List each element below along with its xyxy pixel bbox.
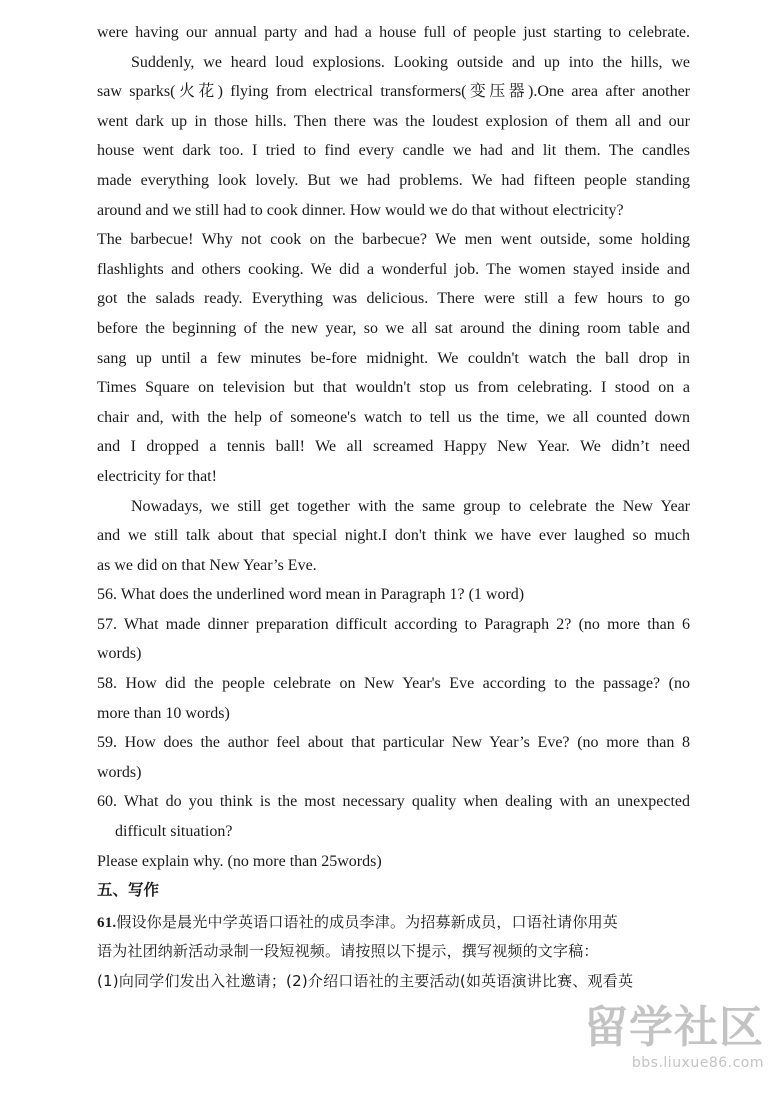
- passage-line: flashlights and others cooking. We did a wonderful job. The women stayed inside and: [97, 260, 690, 278]
- passage-line: electricity for that!: [97, 467, 217, 485]
- passage-line: The barbecue! Why not cook on the barbecue? We men went outside, some holding: [97, 231, 690, 249]
- question-57-continued: words): [97, 645, 142, 663]
- question-57: 57. What made dinner preparation difficult according to Paragraph 2? (no more than 6: [97, 615, 690, 633]
- passage-line: went dark up in those hills. Then there was the loudest explosion of them all and our: [97, 112, 690, 130]
- passage-line: before the beginning of the new year, so we all sat around the dining room table and: [97, 319, 690, 337]
- question-60: 60. What do you think is the most necessary quality when dealing with an unexpected: [97, 793, 690, 811]
- question-59: 59. How does the author feel about that particular New Year’s Eve? (no more than 8: [97, 734, 690, 752]
- passage-line: made everything look lovely. But we had problems. We had fifteen people standing: [97, 171, 690, 189]
- passage-line: saw sparks(火花) flying from electrical transformers(变压器).One area after another: [97, 83, 690, 101]
- passage-line: Times Square on television but that wouldn't stop us from celebrating. I stood on a: [97, 379, 690, 397]
- writing-prompt-line: [97, 908, 690, 938]
- question-60-instruction: Please explain why. (no more than 25words): [97, 852, 382, 870]
- writing-question-number: 61.: [97, 914, 117, 931]
- writing-prompt-line: 语为社团纳新活动录制一段短视频。请按照以下提示，撰写视频的文字稿：: [97, 942, 599, 961]
- question-58-continued: more than 10 words): [97, 704, 230, 722]
- passage-line: and I dropped a tennis ball! We all screamed Happy New Year. We didn’t need: [97, 438, 690, 456]
- watermark-url: bbs.liuxue86.com: [631, 1055, 764, 1071]
- question-58: 58. How did the people celebrate on New Year's Eve according to the passage? (no: [97, 675, 690, 693]
- passage-line: sang up until a few minutes be-fore midnight. We couldn't watch the ball drop in: [97, 349, 690, 367]
- passage-line: house went dark too. I tried to find every candle we had and lit them. The candles: [97, 142, 690, 160]
- passage-line: and we still talk about that special night.I don't think we have ever laughed so much: [97, 527, 690, 545]
- exam-page: [97, 18, 690, 997]
- passage-line: as we did on that New Year’s Eve.: [97, 556, 317, 574]
- writing-prompt-text: 假设你是晨光中学英语口语社的成员李津。为招募新成员，口语社请你用英: [116, 912, 618, 931]
- site-watermark: [564, 1002, 764, 1080]
- passage-line: were having our annual party and had a house full of people just starting to celebrate.: [97, 24, 690, 41]
- passage-line: chair and, with the help of someone's watch to tell us the time, we all counted down: [97, 408, 690, 426]
- watermark-logo: 留学社区: [584, 1002, 764, 1053]
- writing-prompt-line: (1)向同学们发出入社邀请；(2)介绍口语社的主要活动(如英语演讲比赛、观看英: [97, 972, 634, 990]
- question-59-continued: words): [97, 763, 142, 781]
- passage-line: around and we still had to cook dinner. How would we do that without electricity?: [97, 201, 624, 219]
- section-heading-writing: 五、写作: [97, 881, 160, 900]
- question-60-continued: difficult situation?: [115, 823, 233, 841]
- passage-line: got the salads ready. Everything was delicious. There were still a few hours to go: [97, 290, 690, 308]
- passage-line: Nowadays, we still get together with the same group to celebrate the New Year: [131, 497, 690, 515]
- question-56: 56. What does the underlined word mean in Paragraph 1? (1 word): [97, 586, 525, 604]
- passage-line: Suddenly, we heard loud explosions. Looking outside and up into the hills, we: [131, 53, 690, 71]
